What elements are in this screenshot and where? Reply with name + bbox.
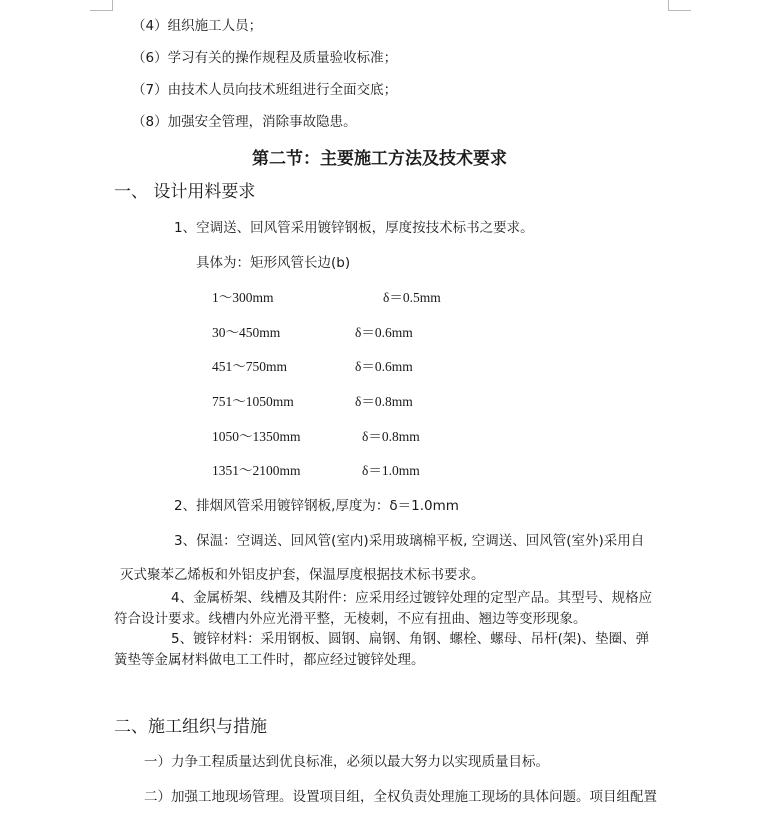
item-5-line-2: 簧垫等金属材料做电工工件时，都应经过镀锌处理。	[114, 652, 425, 668]
list-item: （7）由技术人员向技术班组进行全面交底；	[132, 82, 398, 98]
page-corner-mark-right	[668, 0, 691, 11]
section-title: 第二节：主要施工方法及技术要求	[252, 149, 507, 169]
duct-thickness: δ＝0.6mm	[355, 359, 413, 374]
list-item: （4）组织施工人员；	[132, 18, 263, 34]
measure-2-text: 二）加强工地现场管理。设置项目组，全权负责处理施工现场的具体问题。项目组配置	[144, 789, 657, 805]
heading-construction-organization: 二、施工组织与措施	[114, 717, 267, 737]
duct-range: 1351～2100mm	[212, 463, 301, 478]
duct-thickness: δ＝0.8mm	[362, 429, 420, 444]
duct-thickness: δ＝1.0mm	[362, 463, 420, 478]
duct-range: 751～1050mm	[212, 394, 294, 409]
item-4-line-2: 符合设计要求。线槽内外应光滑平整，无棱刺，不应有扭曲、翘边等变形现象。	[114, 611, 587, 627]
measure-1-text: 一）力争工程质量达到优良标准，必须以最大努力以实现质量目标。	[144, 754, 549, 770]
item-4-line-1: 4、金属桥架、线槽及其附件：应采用经过镀锌处理的定型产品。其型号、规格应	[171, 590, 653, 606]
duct-range: 30～450mm	[212, 325, 281, 340]
item-5-line-1: 5、镀锌材料：采用钢板、圆钢、扁钢、角钢、螺栓、螺母、吊杆(架)、垫圈、弹	[171, 631, 650, 647]
list-item: （8）加强安全管理，消除事故隐患。	[132, 114, 357, 130]
duct-range: 1～300mm	[212, 290, 274, 305]
duct-range: 451～750mm	[212, 359, 288, 374]
duct-thickness: δ＝0.6mm	[355, 325, 413, 340]
item-1-text: 1、空调送、回风管采用镀锌钢板，厚度按技术标书之要求。	[174, 220, 534, 236]
list-item: （6）学习有关的操作规程及质量验收标准；	[132, 50, 398, 66]
duct-thickness: δ＝0.8mm	[355, 394, 413, 409]
item-1-subtext: 具体为：矩形风管长边(b)	[196, 255, 351, 271]
item-2-text: 2、排烟风管采用镀锌钢板,厚度为：δ＝1.0mm	[174, 498, 459, 514]
item-3-line-1: 3、保温：空调送、回风管(室内)采用玻璃棉平板, 空调送、回风管(室外)采用自	[174, 533, 645, 549]
duct-thickness: δ＝0.5mm	[383, 290, 441, 305]
item-3-line-2: 灭式聚苯乙烯板和外铝皮护套，保温厚度根据技术标书要求。	[120, 567, 485, 583]
duct-range: 1050～1350mm	[212, 429, 301, 444]
page-corner-mark-left	[90, 0, 113, 11]
heading-design-materials: 一、 设计用料要求	[114, 182, 256, 202]
